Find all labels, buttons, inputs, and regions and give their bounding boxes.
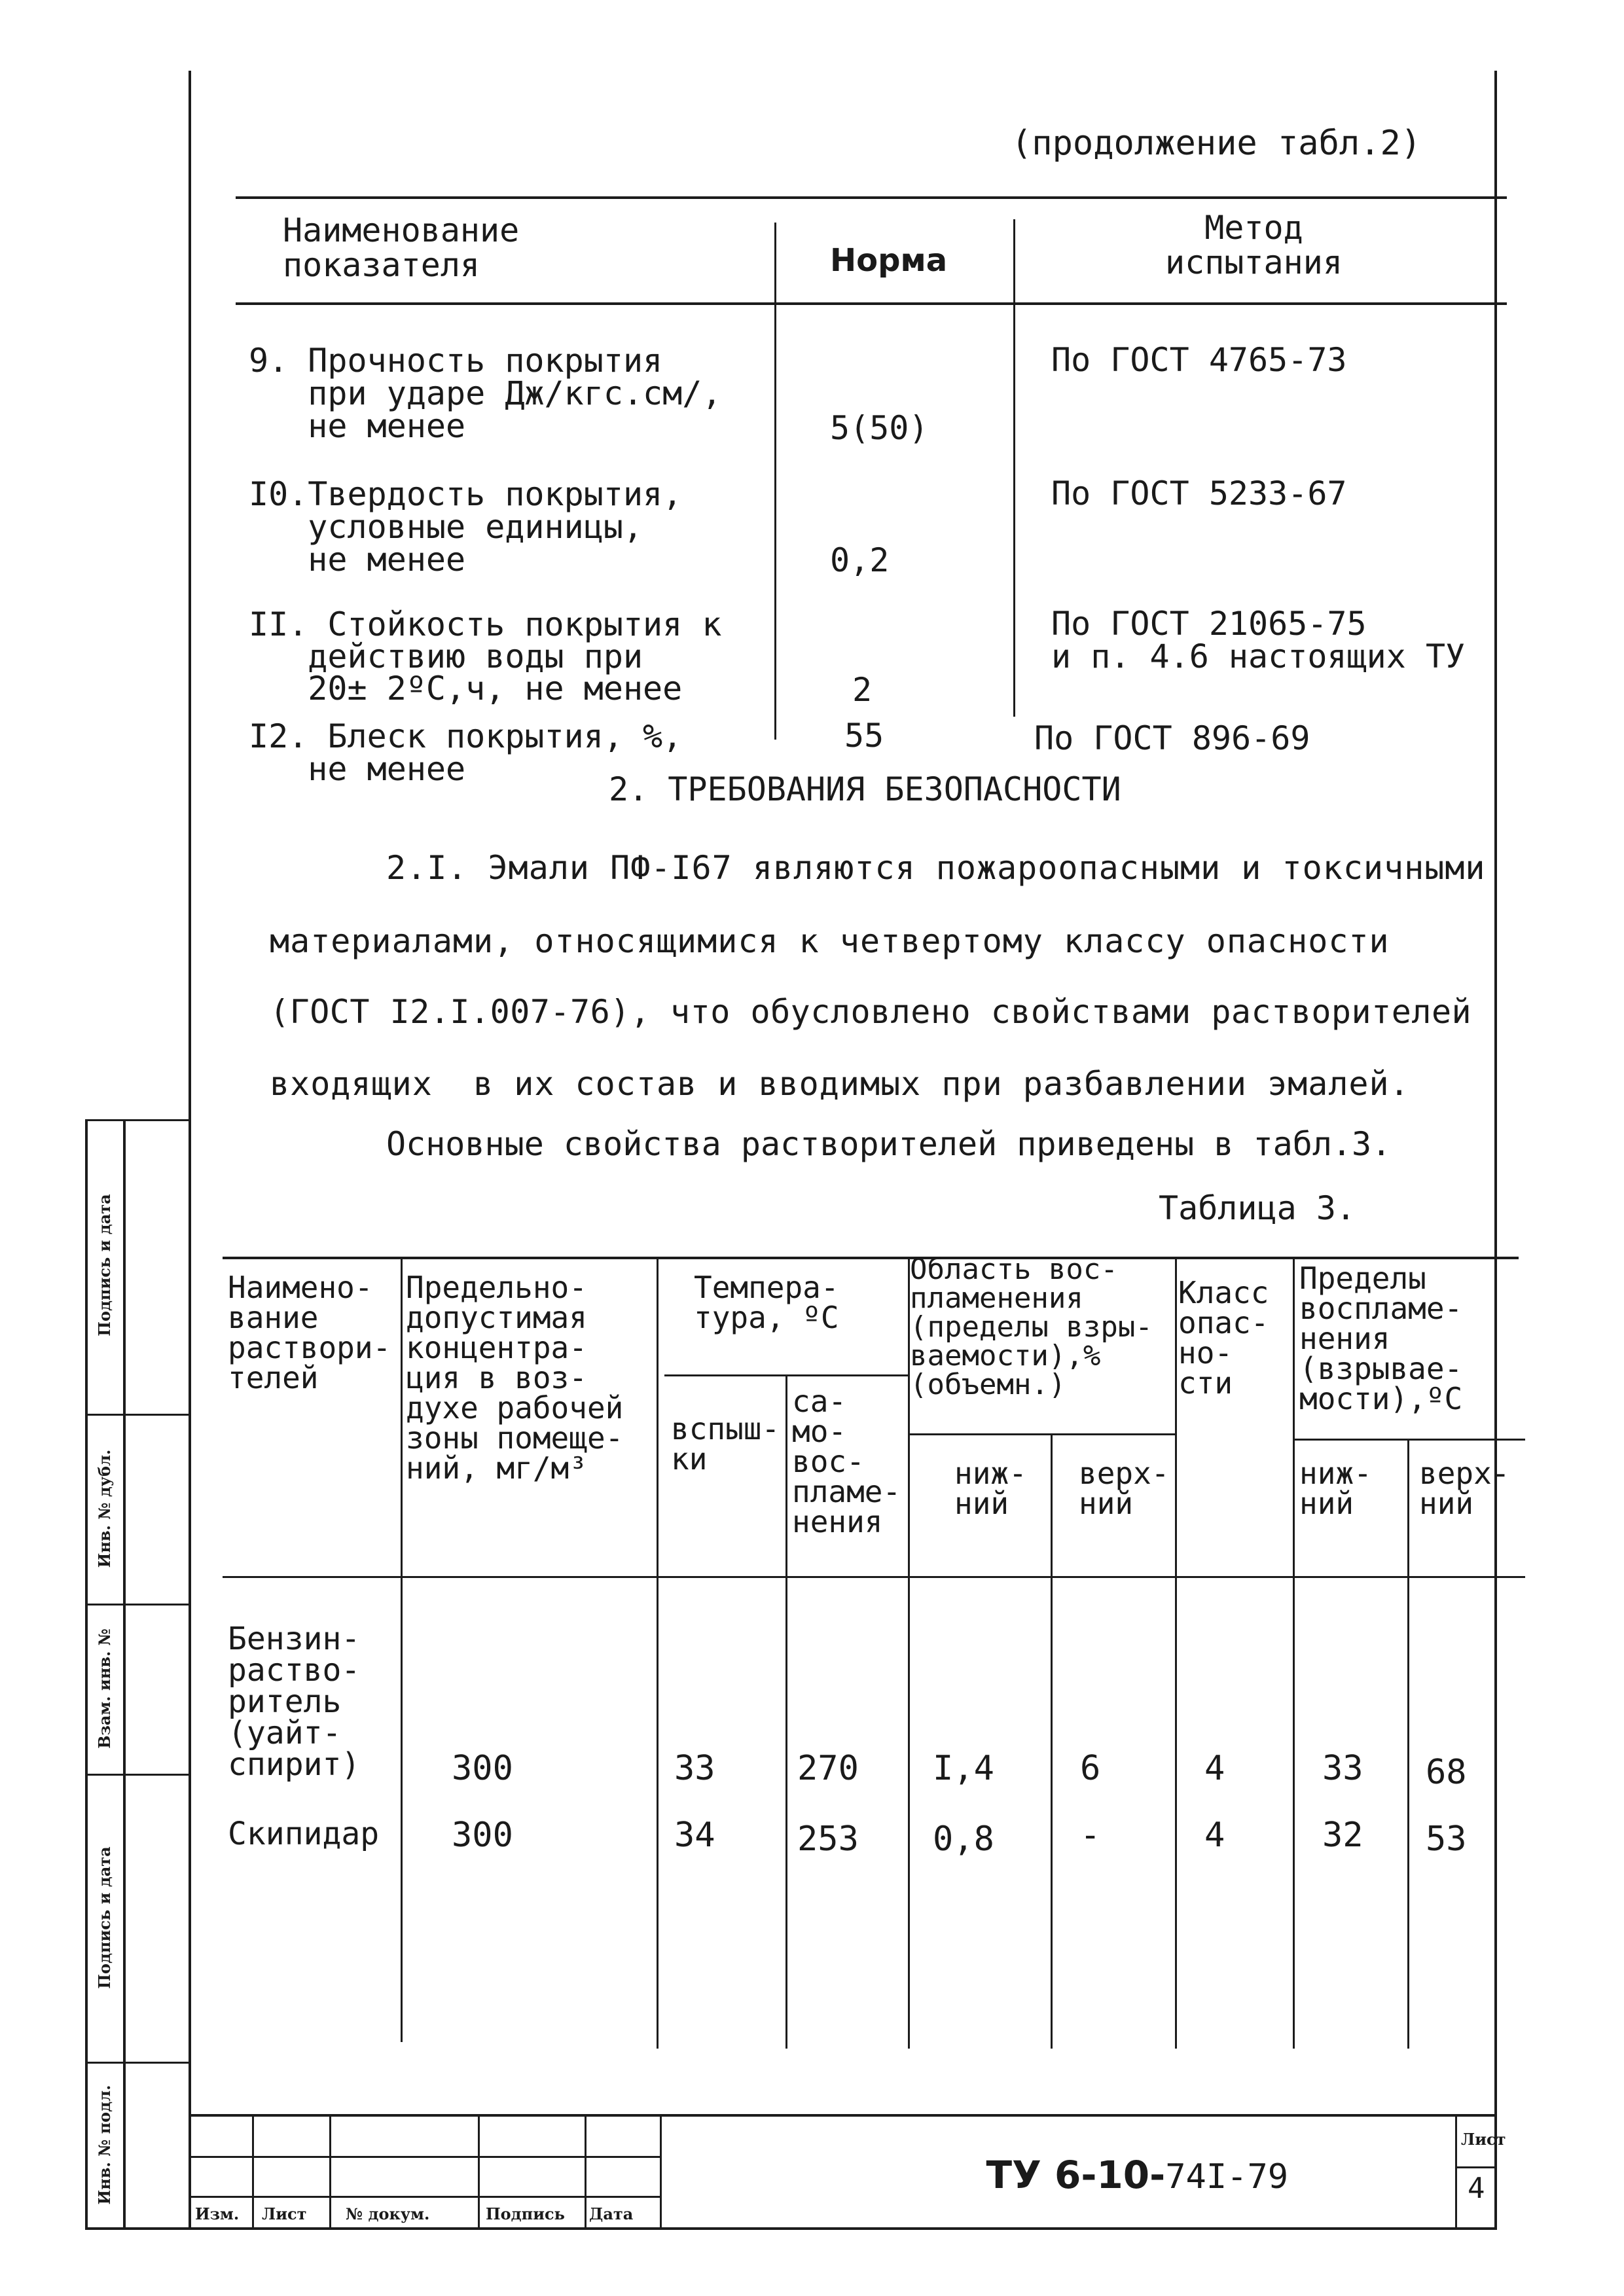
doc-code xyxy=(961,2140,1288,2210)
sheet-label: Лист xyxy=(1461,2130,1506,2149)
frame-bottom xyxy=(85,2227,1497,2230)
table2-header-name: Наименование показателя xyxy=(283,211,520,284)
table2-row10-name: I0.Твердость покрытия, условные единицы, не менее xyxy=(249,475,683,579)
table3-row1-flash: 33 xyxy=(674,1749,715,1788)
table3-row2-upper2: 53 xyxy=(1426,1820,1467,1859)
table3-row1-pdk: 300 xyxy=(452,1749,513,1788)
table2-row9-norm: 5(50) xyxy=(830,409,929,447)
doc-code-prefix: ТУ 6-10- xyxy=(986,2153,1166,2197)
section2-heading: 2. ТРЕБОВАНИЯ БЕЗОПАСНОСТИ xyxy=(609,770,1121,808)
table3-header-area: Область вос- пламенения (пределы взры- ваемости),% (объемн.) xyxy=(910,1253,1153,1401)
table3-row2-hazard: 4 xyxy=(1204,1816,1225,1855)
table2-row11-method: По ГОСТ 21065-75 и п. 4.6 настоящих ТУ xyxy=(1051,605,1466,675)
continuation-note: (продолжение табл.2) xyxy=(1011,124,1422,163)
stamp-col-izm: Изм. xyxy=(195,2204,240,2223)
table3-header-name: Наимено- вание раствори- телей xyxy=(228,1270,391,1395)
side-label-replace-inv: Взам. инв. № xyxy=(95,1628,114,1749)
paragraph-line: 2.I. Эмали ПФ-I67 являются пожароопасными и токсичными xyxy=(386,849,1486,887)
table3-header-lower: ниж- ний xyxy=(954,1456,1027,1521)
side-label-orig-inv: Инв. № подл. xyxy=(95,2085,114,2205)
table2-row9-method: По ГОСТ 4765-73 xyxy=(1051,341,1347,379)
stamp-col-list: Лист xyxy=(262,2204,307,2223)
table3-header-pdk: Предельно- допустимая концентра- ция в воз- духе рабочей зоны помеще- ний, мг/м³ xyxy=(406,1270,624,1486)
stamp-col-doc: № докум. xyxy=(346,2204,430,2223)
table3-row1-upper: 6 xyxy=(1080,1749,1101,1788)
table3-header-flash: вспыш- ки xyxy=(671,1411,780,1477)
stamp-col-date: Дата xyxy=(589,2204,634,2223)
table3-row2-autoign: 253 xyxy=(797,1820,859,1859)
table3-caption: Таблица 3. xyxy=(1159,1189,1356,1227)
table2-row10-norm: 0,2 xyxy=(830,541,890,579)
side-label-signature-date-2: Подпись и дата xyxy=(95,1846,114,1989)
table2-row11-name: II. Стойкость покрытия к действию воды при 20± 2ºС,ч, не менее xyxy=(249,605,722,708)
table3-row2-flash: 34 xyxy=(674,1816,715,1855)
paragraph-line: материалами, относящимися к четвертому классу опасности xyxy=(270,922,1390,960)
table2-header-norm: Норма xyxy=(830,242,948,279)
table3-row1-upper2: 68 xyxy=(1426,1753,1467,1792)
table3-row2-upper: - xyxy=(1080,1816,1101,1855)
frame-right xyxy=(1494,71,1497,2229)
table2-row10-method: По ГОСТ 5233-67 xyxy=(1051,475,1347,512)
table3-row2-name: Скипидар xyxy=(228,1816,380,1852)
table2-row12-name: I2. Блеск покрытия, %, не менее xyxy=(249,717,683,788)
table3-row1-autoign: 270 xyxy=(797,1749,859,1788)
sheet-number: 4 xyxy=(1468,2172,1485,2205)
side-label-signature-date: Подпись и дата xyxy=(95,1194,114,1336)
table3-header-autoign: са- мо- вос- пламе- нения xyxy=(792,1384,901,1539)
doc-code-suffix: 74I-79 xyxy=(1165,2157,1289,2197)
table3-row1-name: Бензин- раство- ритель (уайт- спирит) xyxy=(228,1621,361,1783)
table3-header-temp: Темпера- тура, ºС xyxy=(694,1270,839,1335)
table2-row11-norm: 2 xyxy=(852,671,873,709)
side-label-dup-inv: Инв. № дубл. xyxy=(95,1449,114,1568)
section2-note: Основные свойства растворителей приведены в табл.3. xyxy=(386,1125,1392,1163)
table3-row1-hazard: 4 xyxy=(1204,1749,1225,1788)
table3-row1-lower: I,4 xyxy=(933,1749,994,1788)
table2-row12-norm: 55 xyxy=(844,717,884,755)
table2-row12-method: По ГОСТ 896-69 xyxy=(1034,719,1310,757)
stamp-col-sign: Подпись xyxy=(486,2204,565,2223)
paragraph-line: (ГОСТ I2.I.007-76), что обусловлено свойствами растворителей xyxy=(270,993,1472,1031)
table3-row2-pdk: 300 xyxy=(452,1816,513,1855)
table3-row2-lower2: 32 xyxy=(1322,1816,1363,1855)
table3-header-hazard: Класс опас- но- сти xyxy=(1178,1275,1269,1401)
table3-header-limits: Пределы воспламе- нения (взрываe- мости),ºС xyxy=(1299,1261,1463,1416)
table3-row2-lower: 0,8 xyxy=(933,1820,994,1859)
table3-header-upper2: верх- ний xyxy=(1419,1456,1510,1521)
table2-row9-name: 9. Прочность покрытия при ударе Дж/кгс.см/, не менее xyxy=(249,342,722,445)
paragraph-line: входящих в их состав и вводимых при разбавлении эмалей. xyxy=(270,1065,1410,1103)
table2-header-method: Метод испытания xyxy=(1165,209,1343,281)
table3-header-upper: верх- ний xyxy=(1079,1456,1170,1521)
table3-row1-lower2: 33 xyxy=(1322,1749,1363,1788)
frame-left xyxy=(189,71,191,2229)
table3-header-lower2: ниж- ний xyxy=(1299,1456,1372,1521)
